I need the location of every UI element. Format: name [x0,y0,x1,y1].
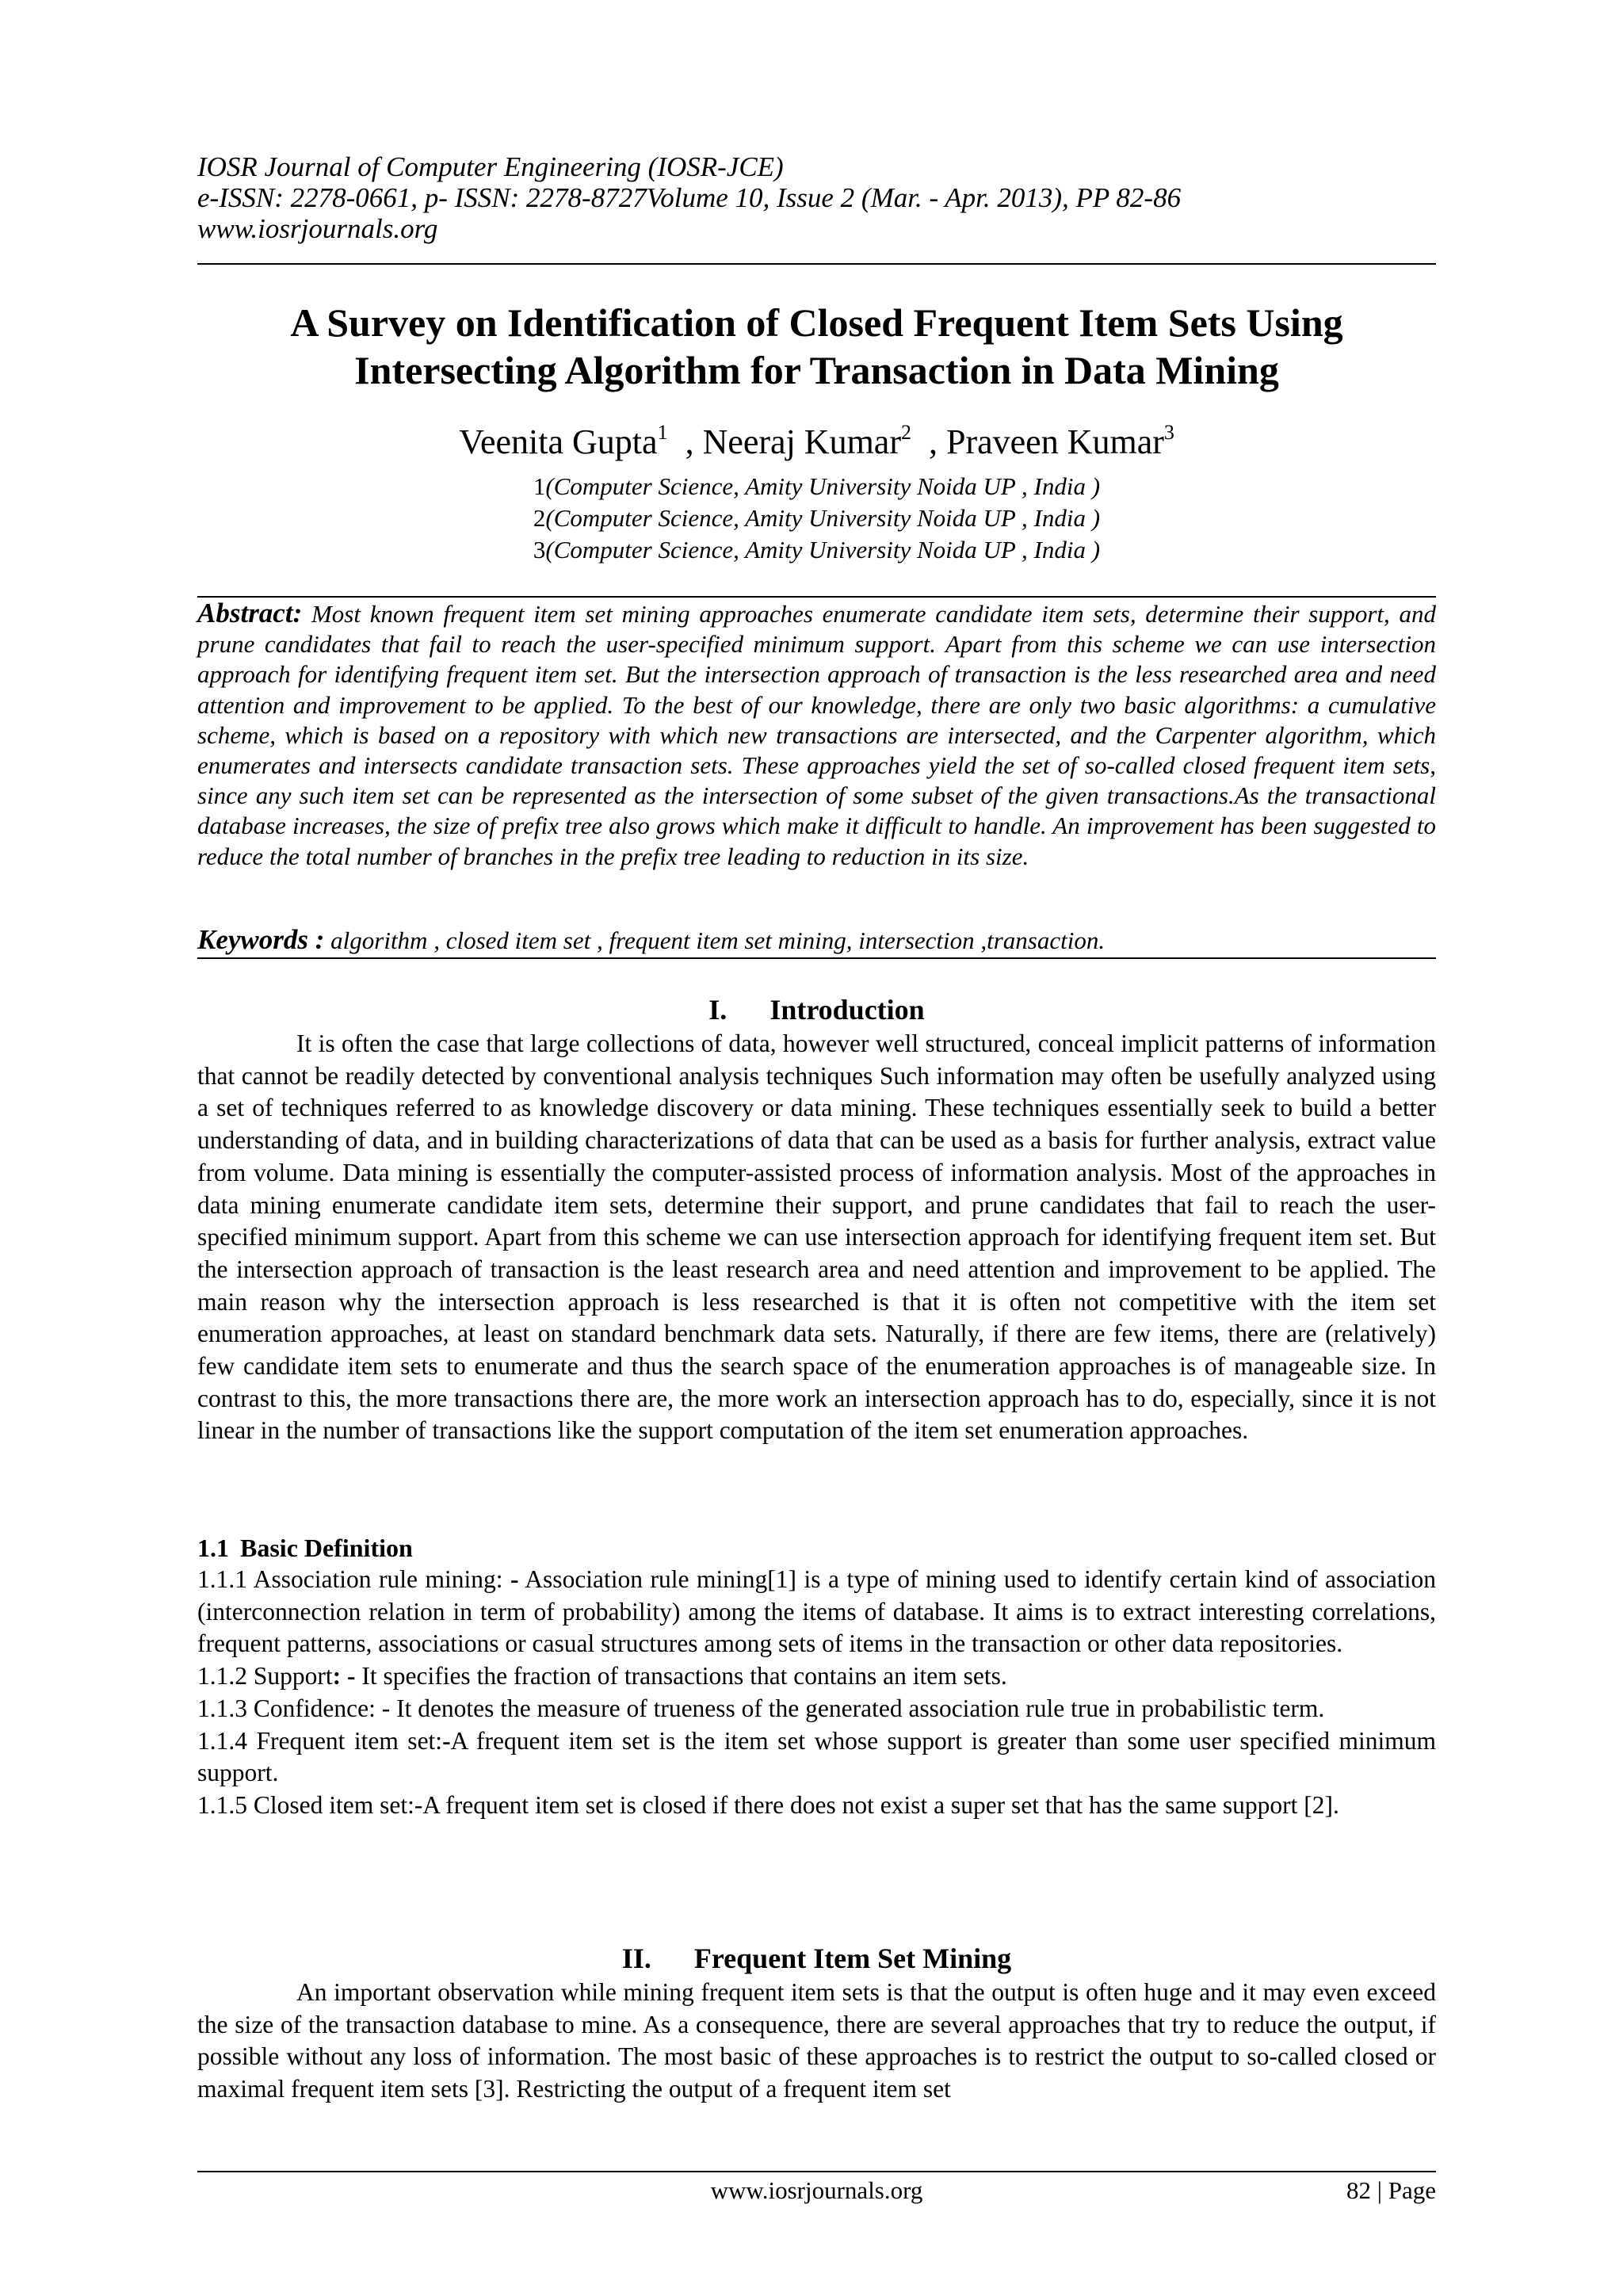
definition-term: 1.1.4 Frequent item set: [197,1726,443,1755]
definition-separator: : - [332,1662,356,1690]
affiliation-number: 2 [533,504,546,532]
journal-name: IOSR Journal of Computer Engineering (IOSR-JCE) [197,151,784,182]
section-heading-frequent-item-set-mining [197,1942,1436,1975]
author-name: , Neeraj Kumar [685,422,901,461]
footer-rule [197,2171,1436,2172]
section-title: Introduction [769,994,925,1026]
definition-separator: - [442,1726,451,1755]
journal-site[interactable]: www.iosrjournals.org [197,213,438,244]
title-line-2: Intersecting Algorithm for Transaction in Data Mining [354,348,1279,392]
header-rule [197,263,1436,265]
title-line-1: A Survey on Identification of Closed Frequent Item Sets Using [290,300,1343,345]
author-superscript: 3 [1163,421,1174,444]
paragraph: An important observation while mining frequent item sets is that the output is often huge and it may even exceed the size of the transaction database to mine. As a consequence, there are several approaches that try to reduce the output, if possible without any loss of information. The most basic of these approaches is to restrict the output to so-called closed or maximal frequent item sets [3]. Restricting the output of a frequent item set [197,1978,1436,2103]
affiliation-number: 3 [533,536,546,563]
affiliation [197,471,1436,502]
abstract-label: Abstract: [197,598,303,628]
section-heading-introduction [197,993,1436,1026]
definition-item [197,1693,1436,1725]
paper-page [197,0,1436,2296]
section-title: Frequent Item Set Mining [693,1943,1012,1974]
journal-issn: e-ISSN: 2278-0661, p- ISSN: 2278-8727Volume 10, Issue 2 (Mar. - Apr. 2013), PP 82-86 [197,182,1182,213]
affiliation [197,502,1436,534]
page-number: 82 | Page [1346,2176,1436,2204]
affiliation-number: 1 [533,472,546,500]
footer-url[interactable]: www.iosrjournals.org [710,2176,923,2204]
author-list [197,422,1436,463]
keywords-text: algorithm , closed item set , frequent item set mining, intersection ,transaction. [330,926,1106,954]
affiliation-text: (Computer Science, Amity University Noida UP , India ) [545,472,1101,500]
section-number: I. [708,994,727,1026]
keywords [197,924,1436,957]
definitions-list [197,1564,1436,1822]
definition-separator: - [381,1694,391,1722]
subsection-heading-basic-definition [197,1532,413,1564]
journal-header [197,151,1436,244]
definition-text: Association rule mining[1] is a type of mining used to identify certain kind of association (interconnection relation in term of probability) among the items of database. It aims is to extract interesting correlations, frequent patterns, associations or casual structures among sets of items in the transaction or other data repositories. [197,1565,1436,1658]
definition-item [197,1660,1436,1693]
introduction-body [197,1028,1436,1447]
affiliation [197,534,1436,566]
author-name: Veenita Gupta [459,422,658,461]
keywords-label: Keywords : [197,924,325,955]
frequent-item-set-mining-body [197,1977,1436,2106]
definition-item [197,1564,1436,1660]
definition-term: 1.1.1 Association rule mining: [197,1565,511,1593]
section-number: II. [621,1943,651,1974]
subsection-number: 1.1 [197,1534,229,1562]
author-superscript: 2 [900,421,911,444]
paragraph: It is often the case that large collections of data, however well structured, conceal implicit patterns of information that cannot be readily detected by conventional analysis techniques Such information may often be usefully analyzed using a set of techniques referred to as knowledge discovery or data mining. These techniques essentially seek to build a better understanding of data, and in building characterizations of data that can be used as a basis for further analysis, extract value from volume. Data mining is essentially the computer-assisted process of information analysis. Most of the approaches in data mining enumerate candidate item sets, determine their support, and prune candidates that fail to reach the user-specified minimum support. Apart from this scheme we can use intersection approach for identifying frequent item set. But the intersection approach of transaction is the least research area and need attention and improvement to be applied. The main reason why the intersection approach is less researched is that it is often not competitive with the item set enumeration approaches, at least on standard benchmark data sets. Naturally, if there are few items, there are (relatively) few candidate item sets to enumerate and thus the search space of the enumeration approaches is of manageable size. In contrast to this, the more transactions there are, the more work an intersection approach has to do, especially, since it is not linear in the number of transactions like the support computation of the item set enumeration approaches. [197,1030,1436,1445]
definition-text: A frequent item set is closed if there does not exist a super set that has the same support [2]. [422,1790,1339,1819]
definition-item [197,1725,1436,1790]
definition-separator: - [510,1565,519,1593]
abstract-text: Most known frequent item set mining approaches enumerate candidate item sets, determine their support, and prune candidates that fail to reach the user-specified minimum support. Apart from this scheme we can use intersection approach for identifying frequent item set. But the intersection approach of transaction is the less researched area and need attention and improvement to be applied. To the best of our knowledge, there are only two basic algorithms: a cumulative scheme, which is based on a repository with which new transactions are intersected, and the Carpenter algorithm, which enumerates and intersects candidate transaction sets. These approaches yield the set of so-called closed frequent item sets, since any such item set can be represented as the intersection of some subset of the given transactions.As the transactional database increases, the size of prefix tree also grows which make it difficult to handle. An improvement has been suggested to reduce the total number of branches in the prefix tree leading to reduction in its size. [197,600,1437,870]
abstract-bottom-rule [197,957,1436,959]
affiliation-text: (Computer Science, Amity University Noida UP , India ) [545,504,1101,532]
subsection-title: Basic Definition [240,1534,413,1562]
definition-term: 1.1.5 Closed item set:- [197,1790,423,1819]
author-superscript: 1 [657,421,668,444]
definition-text: It denotes the measure of trueness of the generated association rule true in probabilistic term. [390,1694,1325,1722]
author-name: , Praveen Kumar [928,422,1164,461]
abstract [197,598,1436,872]
definition-text: A frequent item set is the item set whose support is greater than some user specified minimum support. [197,1726,1437,1787]
definition-item [197,1790,1436,1822]
definition-term: 1.1.3 Confidence: [197,1694,382,1722]
definition-term: 1.1.2 Support [197,1662,333,1690]
paper-title [197,299,1436,394]
affiliation-list [197,471,1436,566]
abstract-top-rule [197,596,1436,598]
definition-text: It specifies the fraction of transactions that contains an item sets. [355,1662,1007,1690]
affiliation-text: (Computer Science, Amity University Noida UP , India ) [545,536,1101,563]
